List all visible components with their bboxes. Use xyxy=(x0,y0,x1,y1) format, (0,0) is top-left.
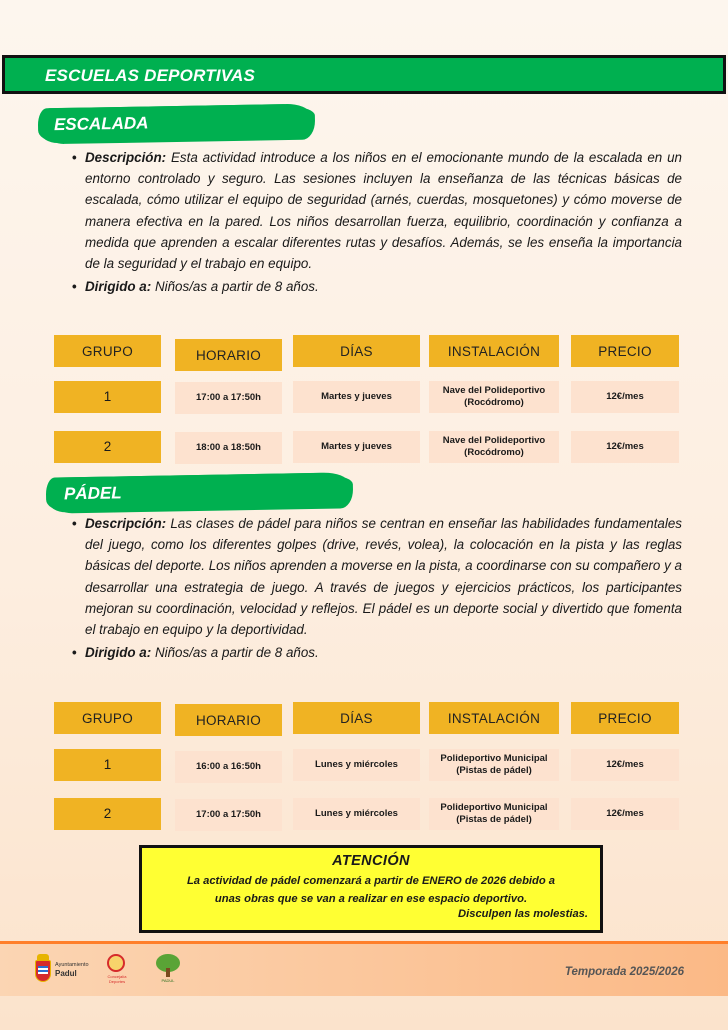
cell-horario: 17:00 a 17:50h xyxy=(175,382,282,414)
cell-horario: 16:00 a 16:50h xyxy=(175,751,282,783)
cell-precio: 12€/mes xyxy=(571,381,679,413)
cell-dias: Lunes y miércoles xyxy=(293,798,420,830)
escalada-audience: • Dirigido a: Niños/as a partir de 8 años. xyxy=(72,276,682,297)
concejalia-deportes-logo-icon: Concejalía Deportes xyxy=(104,954,126,980)
cell-instalacion: Polideportivo Municipal (Pistas de pádel) xyxy=(429,798,559,830)
attention-notice xyxy=(139,845,603,933)
padel-audience: • Dirigido a: Niños/as a partir de 8 años. xyxy=(72,642,682,663)
section-title-padel: PÁDEL xyxy=(48,472,349,512)
cell-dias: Martes y jueves xyxy=(293,381,420,413)
footer xyxy=(0,941,728,996)
page-banner xyxy=(2,55,726,94)
header-instalacion: INSTALACIÓN xyxy=(429,702,559,734)
cell-precio: 12€/mes xyxy=(571,798,679,830)
table-row xyxy=(54,381,680,413)
notice-signoff: Disculpen las molestias. xyxy=(458,908,588,920)
cell-instalacion: Nave del Polideportivo (Rocódromo) xyxy=(429,431,559,463)
table-row xyxy=(54,798,680,830)
header-horario: HORARIO xyxy=(175,339,282,371)
cell-grupo: 2 xyxy=(54,431,161,463)
header-grupo: GRUPO xyxy=(54,702,161,734)
padul-tree-logo-icon: PADUL xyxy=(155,954,181,984)
header-precio: PRECIO xyxy=(571,335,679,367)
cell-grupo: 1 xyxy=(54,749,161,781)
table-header xyxy=(54,335,680,367)
padel-table xyxy=(54,702,680,830)
header-instalacion: INSTALACIÓN xyxy=(429,335,559,367)
cell-grupo: 1 xyxy=(54,381,161,413)
cell-grupo: 2 xyxy=(54,798,161,830)
cell-instalacion: Nave del Polideportivo (Rocódromo) xyxy=(429,381,559,413)
header-grupo: GRUPO xyxy=(54,335,161,367)
header-dias: DÍAS xyxy=(293,335,420,367)
escalada-table xyxy=(54,335,680,463)
cell-precio: 12€/mes xyxy=(571,431,679,463)
ayuntamiento-crest-icon xyxy=(33,954,53,984)
header-horario: HORARIO xyxy=(175,704,282,736)
notice-line-1: La actividad de pádel comenzará a partir de ENERO de 2026 debido a xyxy=(186,875,556,887)
cell-horario: 18:00 a 18:50h xyxy=(175,432,282,464)
cell-dias: Martes y jueves xyxy=(293,431,420,463)
cell-horario: 17:00 a 17:50h xyxy=(175,799,282,831)
notice-line-2: unas obras que se van a realizar en ese espacio deportivo. xyxy=(214,893,528,905)
cell-instalacion: Polideportivo Municipal (Pistas de pádel) xyxy=(429,749,559,781)
notice-title: ATENCIÓN xyxy=(332,853,410,869)
table-row xyxy=(54,431,680,463)
padel-description: • Descripción: Las clases de pádel para niños se centran en enseñar las habilidades fundamentales del juego, como los diferentes golpes (drive, revés, volea), la colocación en la pista y las reglas básicas del deporte. Los niños aprenden a moverse en la pista, a coordinarse con su compañero y a desarrollar una estrategia de juego. A través de juegos y ejercicios prácticos, los participantes mejoran su coordinación, velocidad y reflejos. El pádel es un deporte social y divertido que fomenta el trabajo en equipo y la deportividad. xyxy=(72,513,682,640)
season-label: Temporada 2025/2026 xyxy=(564,966,684,978)
section-title-escalada: ESCALADA xyxy=(40,104,311,144)
header-dias: DÍAS xyxy=(293,702,420,734)
ayuntamiento-logo-text: Ayuntamiento Padul xyxy=(55,962,89,978)
cell-dias: Lunes y miércoles xyxy=(293,749,420,781)
cell-precio: 12€/mes xyxy=(571,749,679,781)
header-precio: PRECIO xyxy=(571,702,679,734)
banner-title: ESCUELAS DEPORTIVAS xyxy=(45,66,256,85)
table-row xyxy=(54,749,680,781)
padel-info xyxy=(72,513,682,663)
escalada-info xyxy=(72,147,682,297)
table-header xyxy=(54,702,680,734)
escalada-description: • Descripción: Esta actividad introduce a los niños en el emocionante mundo de la escalada en un entorno controlado y seguro. Las sesiones incluyen la enseñanza de las técnicas básicas de escalada, cómo utilizar el equipo de seguridad (arnés, cuerdas, mosquetones) y cómo moverse de manera efectiva en la pared. Los niños desarrollan fuerza, equilibrio, coordinación y confianza a medida que aprenden a escalar diferentes rutas y desafíos. Además, se les enseña la importancia de la seguridad y el trabajo en equipo. xyxy=(72,147,682,274)
